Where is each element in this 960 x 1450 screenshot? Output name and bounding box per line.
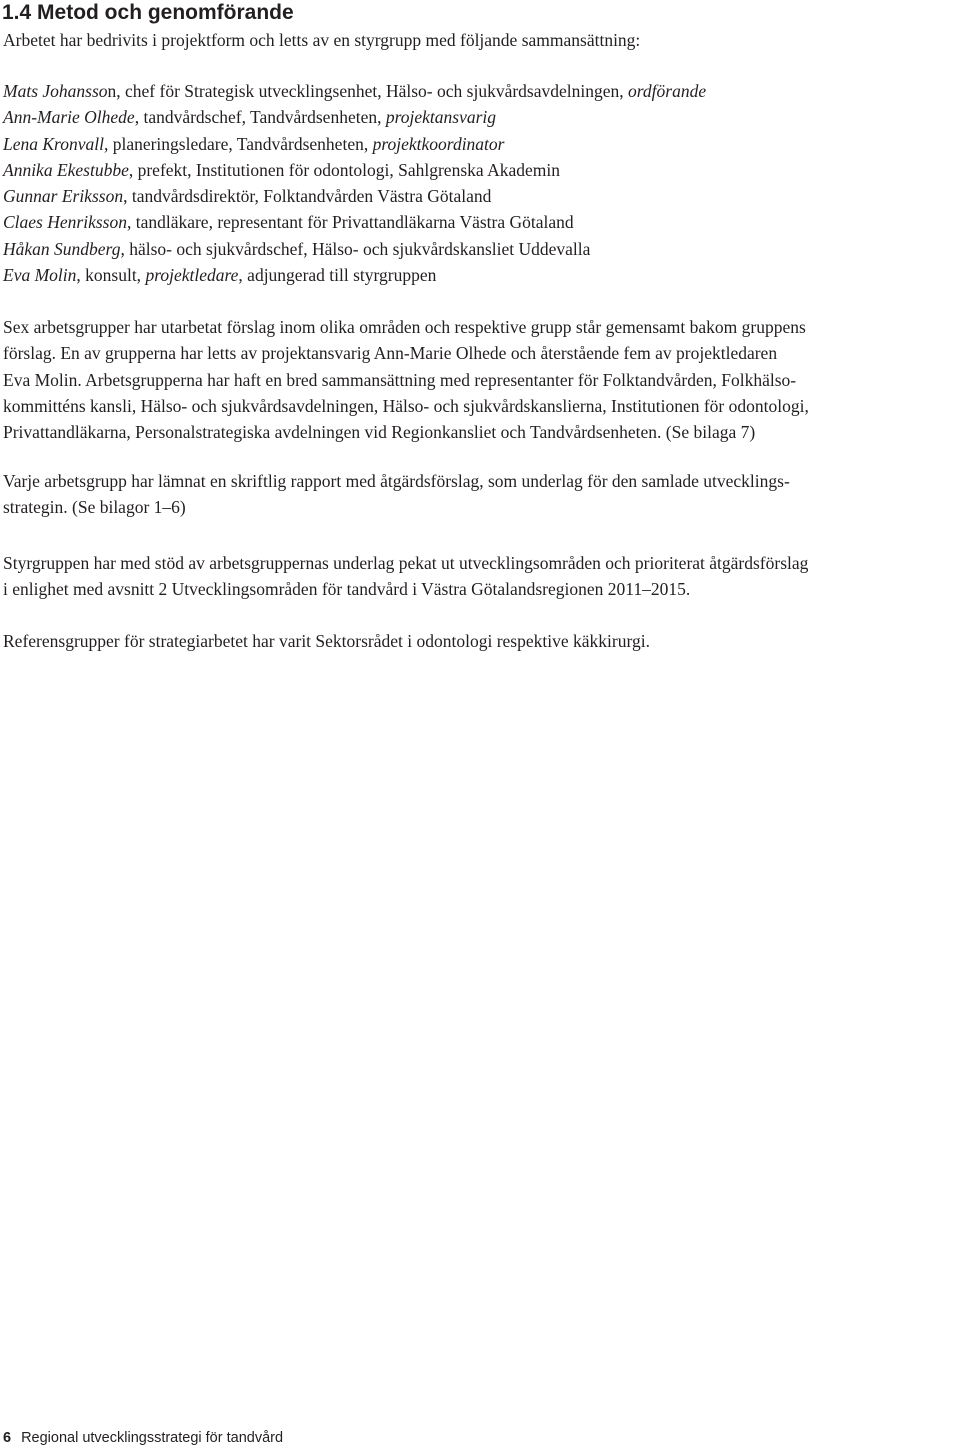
paragraph-line: i enlighet med avsnitt 2 Utvecklingsområden för tandvård i Västra Götalandsregionen 2011–2015.	[3, 579, 691, 600]
member-role: ordförande	[628, 81, 707, 101]
paragraph-working-groups	[3, 314, 958, 445]
member-desc: , chef för Strategisk utvecklingsenhet, Hälso- och sjukvårdsavdelningen,	[116, 81, 629, 101]
steering-group-list	[3, 78, 706, 288]
member-name-tail: n	[107, 81, 117, 101]
member-desc: , planeringsledare, Tandvårdsenheten,	[103, 133, 373, 154]
member-desc-after: , adjungerad till styrgruppen	[238, 265, 437, 286]
list-item	[3, 157, 706, 183]
member-name: Annika Ekestubbe	[3, 159, 129, 180]
document-title: Regional utvecklingsstrategi för tandvård	[21, 1430, 284, 1446]
paragraph-line: Sex arbetsgrupper har utarbetat förslag inom olika områden och respektive grupp står gemensamt bakom gruppens	[3, 317, 806, 337]
paragraph-line: Varje arbetsgrupp har lämnat en skriftlig rapport med åtgärdsförslag, som underlag för den samlade utvecklings-	[3, 471, 790, 491]
member-name: Eva Molin	[3, 265, 77, 286]
member-desc: , tandvårdsdirektör, Folktandvården Västra Götaland	[123, 186, 492, 207]
paragraph-steering-group	[3, 550, 958, 603]
member-name: Ann-Marie Olhede	[3, 107, 135, 128]
paragraph-line: Styrgruppen har med stöd av arbetsgruppernas underlag pekat ut utvecklingsområden och prioriterat åtgärdsförslag	[3, 553, 809, 573]
list-item	[3, 131, 706, 157]
paragraph-line: förslag. En av grupperna har letts av projektansvarig Ann-Marie Olhede och återstående fem av projektledaren	[3, 343, 778, 364]
list-item	[3, 78, 706, 104]
section-heading: 1.4 Metod och genomförande	[2, 1, 294, 24]
member-desc: , hälso- och sjukvårdschef, Hälso- och sjukvårdskansliet Uddevalla	[120, 238, 591, 259]
list-item	[3, 104, 706, 130]
member-desc: , tandläkare, representant för Privattandläkarna Västra Götaland	[126, 212, 574, 233]
list-item	[3, 209, 706, 235]
member-desc: , prefekt, Institutionen för odontologi, Sahlgrenska Akademin	[128, 159, 560, 180]
paragraph-reports	[3, 468, 958, 521]
paragraph-line: kommitténs kansli, Hälso- och sjukvårdsavdelningen, Hälso- och sjukvårdskanslierna, Institutionen för odontologi,	[3, 395, 809, 416]
intro-text: Arbetet har bedrivits i projektform och letts av en styrgrupp med följande sammansättning:	[3, 30, 641, 50]
member-name: Mats Johansso	[3, 81, 108, 101]
paragraph-line: Eva Molin. Arbetsgrupperna har haft en bred sammansättning med representanter för Folktandvården, Folkhälso-	[3, 369, 797, 390]
member-name: Gunnar Eriksson	[3, 186, 124, 207]
paragraph-line: Referensgrupper för strategiarbetet har varit Sektorsrådet i odontologi respektive käkkirurgi.	[3, 631, 650, 651]
member-name: Håkan Sundberg	[3, 238, 121, 259]
member-desc: , tandvårdschef, Tandvårdsenheten,	[134, 107, 386, 128]
member-desc: , konsult,	[76, 265, 146, 286]
page-number: 6	[3, 1430, 12, 1446]
paragraph-reference-groups	[3, 628, 958, 654]
list-item	[3, 183, 706, 209]
list-item	[3, 262, 706, 288]
member-role: projektkoordinator	[372, 133, 505, 154]
paragraph-line: Privattandläkarna, Personalstrategiska avdelningen vid Regionkansliet och Tandvårdsenheten. (Se bilaga 7)	[3, 422, 756, 443]
member-name: Claes Henriksson	[3, 212, 127, 233]
member-role: projektansvarig	[385, 107, 497, 128]
page-footer	[3, 1428, 283, 1448]
member-role: projektledare	[145, 265, 239, 286]
paragraph-line: strategin. (Se bilagor 1–6)	[3, 497, 186, 518]
member-name: Lena Kronvall	[3, 133, 104, 154]
list-item	[3, 236, 706, 262]
